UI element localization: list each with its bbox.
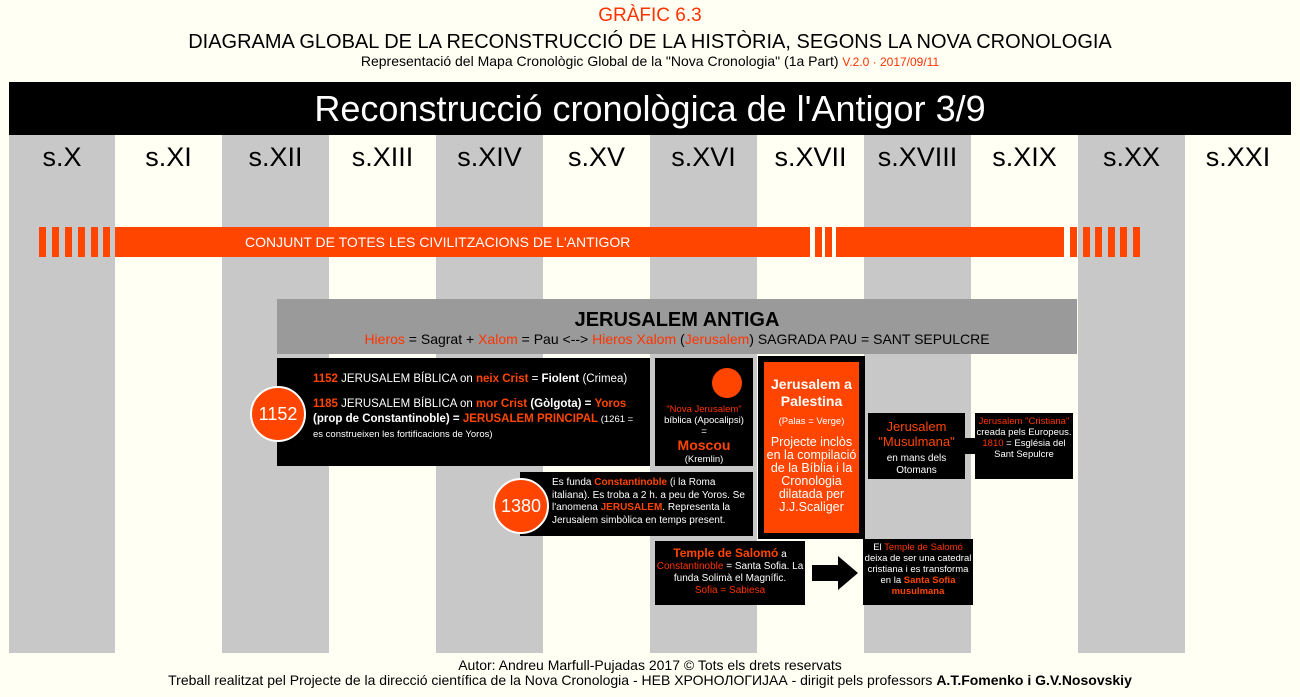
century-column: [1185, 135, 1291, 653]
century-label: s.XI: [115, 135, 222, 177]
musulmana-title: Jerusalem "Musulmana": [878, 419, 955, 449]
term-jerusalem: Jerusalem: [684, 331, 750, 347]
jerusalem-title: JERUSALEM ANTIGA: [574, 309, 780, 331]
box-text: JERUSALEM BÍBLICA on: [337, 373, 477, 385]
etym-text: (: [676, 331, 685, 347]
box-text: (prop de Constantinoble) =: [313, 413, 463, 425]
etym-text: ) SAGRADA PAU = SANT SEPULCRE: [749, 331, 990, 347]
civ-tick: [91, 227, 98, 257]
civ-tick: [1108, 227, 1115, 257]
nova-jerusalem-label: "Nova Jerusalem": [666, 404, 742, 415]
century-column: [9, 135, 115, 653]
box-text: (Crimea): [579, 373, 628, 385]
century-label: s.XVIII: [864, 135, 971, 177]
box-text: a: [778, 549, 787, 560]
century-label: s.XVI: [650, 135, 757, 177]
century-column: [115, 135, 222, 653]
century-label: s.XIII: [329, 135, 436, 177]
banner-title: Reconstrucció cronològica de l'Antigor 3/9: [9, 82, 1291, 135]
box-text: . Representa la Jerusalem simbòlica en temps present.: [552, 502, 731, 526]
page-title: DIAGRAMA GLOBAL DE LA RECONSTRUCCIÓ DE LA HISTÒRIA, SEGONS LA NOVA CRONOLOGIA: [188, 31, 1112, 53]
term-hieros-xalom: Hieros Xalom: [592, 331, 677, 347]
box-musulmana: [868, 413, 965, 479]
footer-author: Autor: Andreu Marfull-Pujadas 2017 © Tots els drets reservats: [458, 657, 842, 673]
version-label: V.2.0 · 2017/09/11: [842, 55, 940, 69]
etym-text: = Pau <-->: [517, 331, 593, 347]
year-1810: 1810: [982, 438, 1004, 449]
term-temple-salomo: Temple de Salomó: [884, 542, 963, 553]
box-palestina: [758, 356, 865, 539]
palestina-body: Projecte inclòs en la compilació de la Bíblia i la Cronologia dilatada per J.J.Scaliger: [766, 435, 857, 514]
term-constantinoble: Constantinoble: [594, 477, 668, 488]
civ-tick: [65, 227, 72, 257]
box-text: (1261 = es construeixen les fortificacions de Yoros): [313, 414, 634, 440]
box-text: deixa de ser una catedral cristiana i es transforma en la: [864, 553, 972, 586]
box-text: =: [528, 373, 542, 385]
credits-text: Treball realitzat pel Projecte de la direcció científica de la Nova Cronologia - НЕВ ХРОНОЛОГИЈАА - dirigit pels professors: [168, 672, 937, 688]
century-label: s.XX: [1078, 135, 1185, 177]
moscou-dot-icon: [712, 368, 742, 398]
century-label: s.XIX: [971, 135, 1078, 177]
term-yoros: Yoros: [594, 398, 627, 410]
temple-title: Temple de Salomó: [673, 546, 779, 560]
box-text: (Gòlgota) =: [527, 398, 592, 410]
civ-tick: [103, 227, 110, 257]
term-santa-sofia: Santa Sofia musulmana: [891, 575, 956, 597]
box-text: JERUSALEM BÍBLICA on: [337, 398, 477, 410]
year-badge-1380: 1380: [493, 478, 549, 534]
year-1152: 1152: [313, 373, 338, 385]
palestina-title: Jerusalem a Palestina: [771, 376, 852, 409]
civ-tick: [39, 227, 46, 257]
term-neix-crist: neix Crist: [476, 373, 529, 385]
box-temple-salomo: [655, 541, 805, 605]
civ-tick: [1095, 227, 1102, 257]
box-text: =: [701, 426, 707, 437]
text-1185: [313, 397, 642, 442]
term-sofia: Sofia = Sabiesa: [694, 585, 766, 596]
civ-tick: [1083, 227, 1090, 257]
civ-tick: [52, 227, 59, 257]
century-label: s.XIV: [436, 135, 543, 177]
civ-tick: [1070, 227, 1077, 257]
year-1185: 1185: [313, 398, 338, 410]
jerusalem-antiga-header: [277, 299, 1077, 354]
box-text: (Kremlin): [684, 454, 724, 465]
box-text: = Santa Sofia. La funda Solimà el Magnífic.: [673, 561, 804, 584]
footer-credits: [0, 672, 1300, 688]
century-column: [971, 135, 1078, 653]
arrow-right-icon: [812, 556, 860, 590]
term-hieros: Hieros: [364, 331, 405, 347]
civilizations-bar: CONJUNT DE TOTES LES CIVILITZACIONS DE L'ANTIGOR: [115, 227, 810, 257]
palestina-subtitle: (Palas = Verge): [778, 416, 845, 427]
century-body: [1185, 177, 1291, 653]
century-label: s.XV: [543, 135, 650, 177]
box-text: bíblica (Apocalipsi): [664, 415, 744, 426]
term-fiolent: Fiolent: [541, 373, 580, 385]
term-constantinoble: Constantinoble: [656, 561, 724, 572]
cristiana-title: Jerusalem "Cristiana": [978, 416, 1070, 427]
box-text: (i la Roma italiana). Es troba a 2 h. a peu de Yoros. Se l'anomena: [552, 477, 745, 513]
century-label: s.XVII: [757, 135, 864, 177]
term-jerusalem: JERUSALEM: [600, 502, 663, 513]
civ-tick: [815, 227, 822, 257]
box-1380: [520, 472, 753, 536]
moscou-label: Moscou: [677, 437, 731, 453]
century-label: s.XXI: [1185, 135, 1291, 177]
year-badge-1152: 1152: [250, 386, 306, 442]
century-column: [1078, 135, 1185, 653]
box-text: = Església del Sant Sepulcre: [994, 438, 1066, 460]
subtitle-text: Representació del Mapa Cronològic Global de la "Nova Cronologia" (1a Part): [360, 53, 839, 69]
box-santa-sofia: [863, 539, 973, 605]
page-subtitle: [0, 53, 1300, 70]
term-xalom: Xalom: [478, 331, 518, 347]
box-1152: [277, 358, 650, 466]
term-mor-crist: mor Crist: [476, 398, 528, 410]
jerusalem-etymology: [277, 331, 1077, 348]
civilizations-bar-continued: [836, 227, 1064, 257]
civ-tick: [1133, 227, 1140, 257]
box-text: Es funda: [552, 477, 595, 488]
box-cristiana: [975, 413, 1073, 479]
palestina-inner: [764, 362, 859, 533]
text-1152: [313, 372, 642, 387]
box-text: El: [873, 542, 885, 553]
century-label: s.X: [9, 135, 115, 177]
civ-tick: [78, 227, 85, 257]
musulmana-body: en mans dels Otomans: [886, 453, 947, 476]
credits-authors: A.T.Fomenko i G.V.Nosovskiy: [936, 672, 1132, 688]
century-label: s.XII: [222, 135, 329, 177]
box-text: creada pels Europeus.: [976, 427, 1072, 438]
civ-tick: [1120, 227, 1127, 257]
etym-text: = Sagrat +: [404, 331, 479, 347]
graphic-number: GRÀFIC 6.3: [598, 5, 702, 26]
term-jerusalem-principal: JERUSALEM PRINCIPAL: [462, 413, 599, 425]
civ-tick: [825, 227, 832, 257]
